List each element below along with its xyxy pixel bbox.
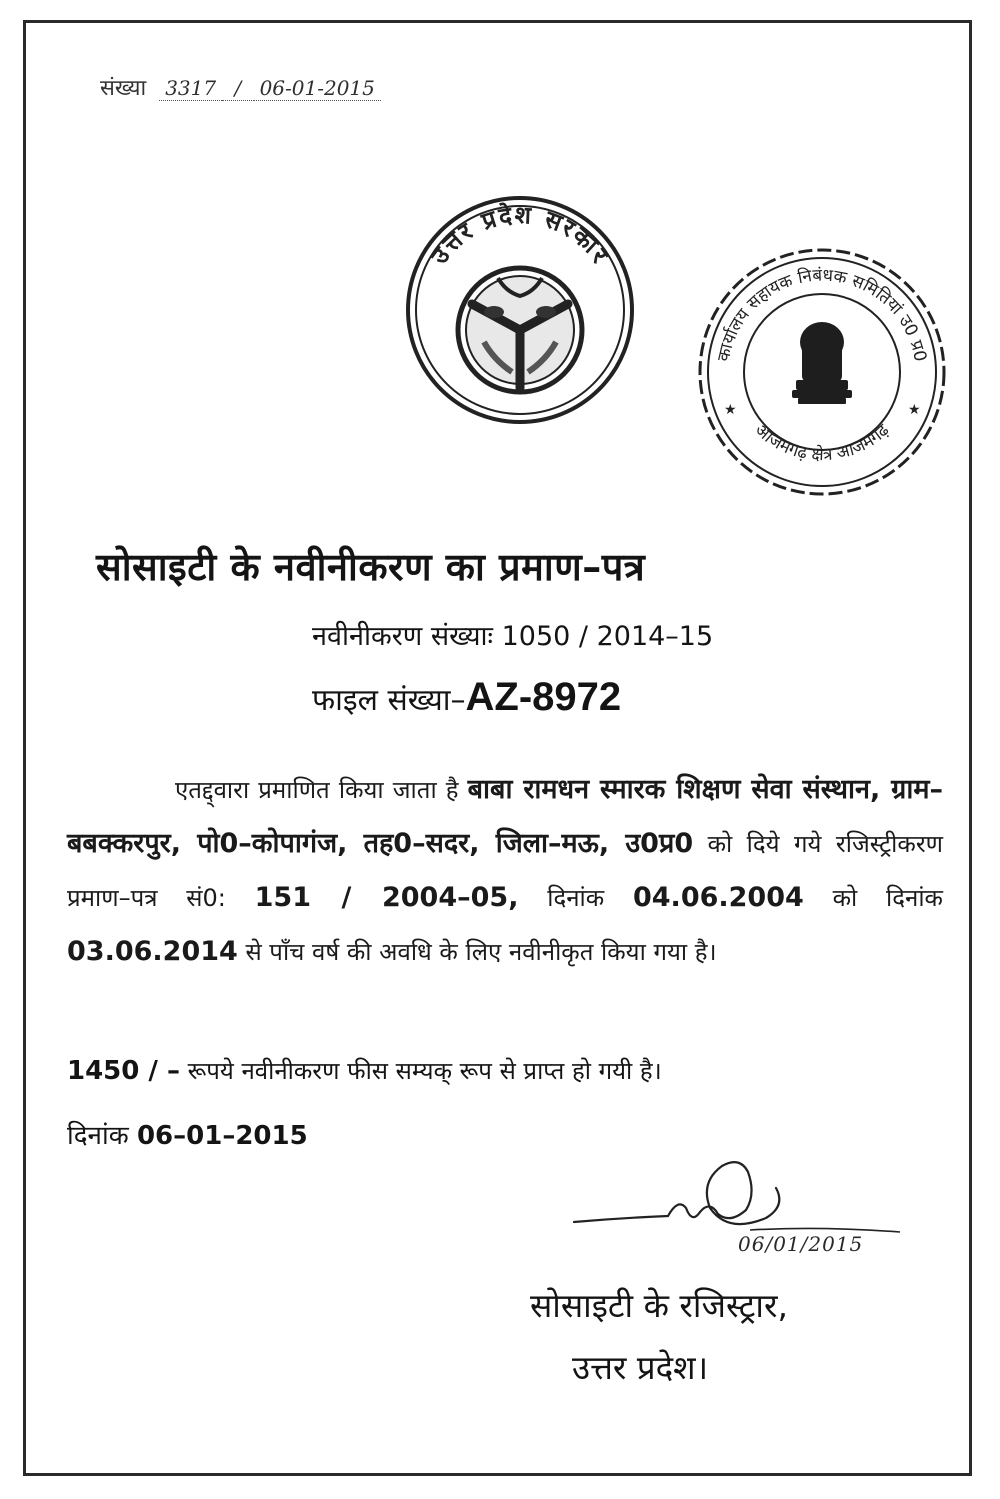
seal-right-lettering-bottom: आजमगढ़ क्षेत्र आजमगढ़ bbox=[750, 420, 894, 466]
national-emblem-icon bbox=[792, 322, 852, 404]
body-text-period: से पाँच वर्ष की अवधि के लिए नवीनीकृत किया गया है। bbox=[245, 938, 717, 966]
registrar-state: उत्तर प्रदेश। bbox=[572, 1348, 709, 1387]
fee-text: रूपये नवीनीकरण फीस सम्यक् रूप से प्राप्त हो गयी है। bbox=[187, 1057, 662, 1085]
up-government-seal bbox=[402, 192, 638, 428]
registrar-designation: सोसाइटी के रजिस्ट्रार, bbox=[530, 1286, 788, 1325]
certificate-title: सोसाइटी के नवीनीकरण का प्रमाण–पत्र bbox=[96, 545, 646, 589]
svg-text:उत्तर प्रदेश सरकार bbox=[425, 201, 615, 270]
fee-row bbox=[67, 1054, 662, 1087]
renewal-number: 1050 / 2014–15 bbox=[501, 621, 714, 652]
signature-date: 06/01/2015 bbox=[738, 1232, 864, 1256]
body-intro: एतद्द्वारा प्रमाणित किया जाता है bbox=[175, 776, 459, 804]
reference-row: संख्या 3317 / 06-01-2015 bbox=[100, 72, 381, 102]
svg-text:आजमगढ़ क्षेत्र आजमगढ़ bbox=[751, 420, 894, 465]
renewal-date: 03.06.2014 bbox=[67, 936, 238, 967]
body-text-dated: दिनांक bbox=[547, 884, 605, 912]
registration-date: 04.06.2004 bbox=[632, 882, 804, 913]
body-text-registration: को दिये गये रजिस्ट्रीकरण प्रमाण–पत्र सं0: bbox=[67, 830, 943, 912]
registration-number: 151 / 2004–05, bbox=[254, 882, 519, 913]
file-number-row bbox=[312, 675, 621, 720]
file-label: फाइल संख्या– bbox=[312, 683, 466, 718]
renewal-label: नवीनीकरण संख्याः bbox=[312, 621, 494, 652]
assistant-registrar-seal bbox=[694, 244, 950, 500]
reference-label: संख्या bbox=[100, 76, 147, 101]
issue-date-value: 06–01–2015 bbox=[136, 1121, 308, 1151]
seal-right-lettering-top: कार्यालय सहायक निबंधक समितियां उ0 प्र0 bbox=[713, 265, 931, 364]
svg-text:★: ★ bbox=[908, 402, 921, 418]
reference-number: 3317 bbox=[159, 76, 222, 101]
reference-date: 06-01-2015 bbox=[254, 76, 381, 101]
issue-date-row bbox=[67, 1116, 308, 1152]
renewal-number-row bbox=[312, 616, 713, 653]
file-number: AZ-8972 bbox=[465, 675, 622, 719]
issue-date-label: दिनांक bbox=[67, 1121, 129, 1151]
certificate-body bbox=[67, 763, 943, 979]
society-name-address: बाबा रामधन स्मारक शिक्षण सेवा संस्थान, ग्राम–बबक्करपुर, पो0–कोपागंज, तह0–सदर, जिला–मऊ, उ0प्र0 bbox=[67, 774, 943, 859]
fee-amount: 1450 / – bbox=[67, 1056, 180, 1086]
body-text-renew: को दिनांक bbox=[832, 884, 943, 912]
seal-left-lettering: उत्तर प्रदेश सरकार bbox=[425, 200, 615, 270]
svg-text:★: ★ bbox=[724, 402, 737, 418]
